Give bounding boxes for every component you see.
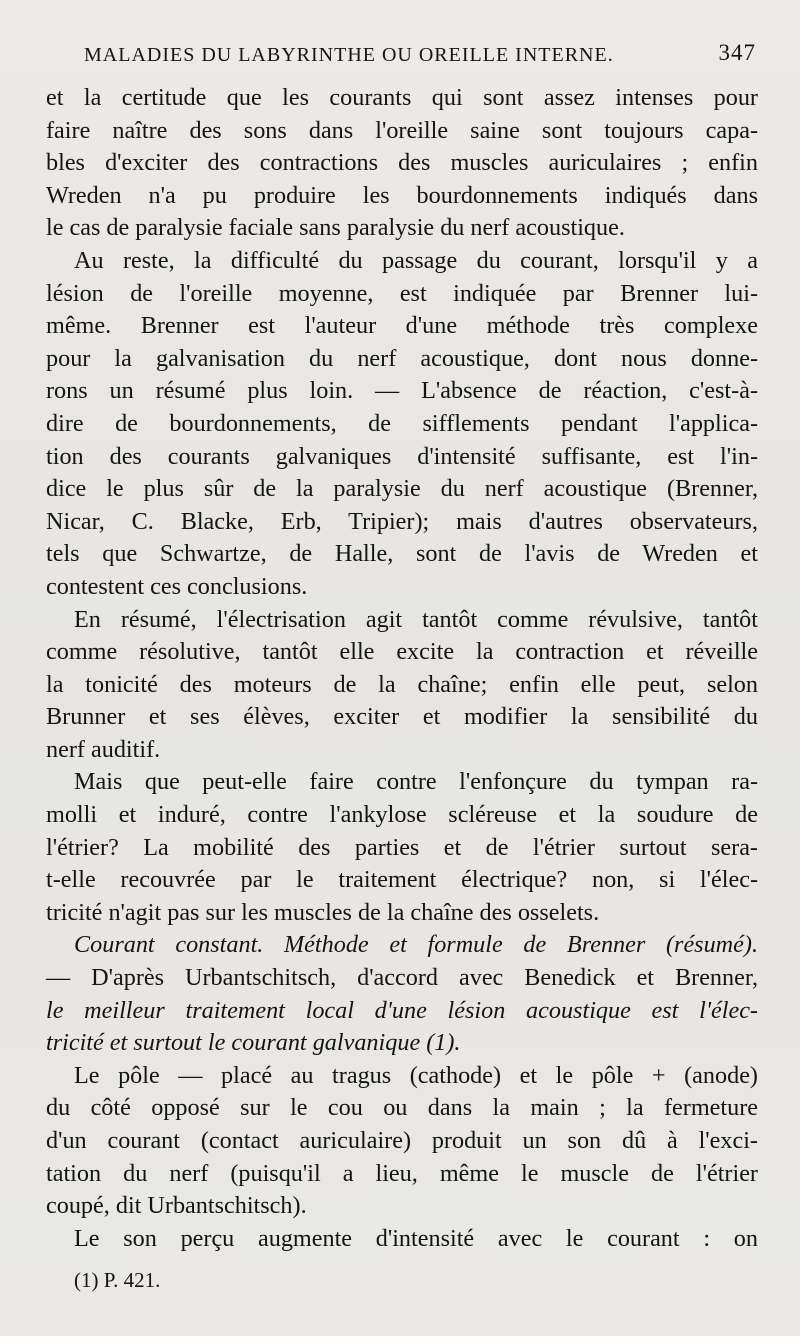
text-line: rons un résumé plus loin. — L'absence de réaction, c'est-à- [46,377,758,405]
text-line: — D'après Urbantschitsch, d'accord avec Benedick et Brenner, [46,964,758,992]
text-line: En résumé, l'électrisation agit tantôt comme révulsive, tantôt [74,605,758,633]
text-line: la tonicité des moteurs de la chaîne; enfin elle peut, selon [46,670,758,698]
text-line: l'étrier? La mobilité des parties et de l'étrier surtout sera- [46,833,758,861]
text-line: tion des courants galvaniques d'intensité suffisante, est l'in- [46,442,758,470]
text-line: lésion de l'oreille moyenne, est indiquée par Brenner lui- [46,279,758,307]
text-line: coupé, dit Urbantschitsch). [46,1192,307,1220]
text-line: tation du nerf (puisqu'il a lieu, même le muscle de l'étrier [46,1159,758,1187]
footnote: (1) P. 421. [74,1268,161,1292]
text-line: comme résolutive, tantôt elle excite la contraction et réveille [46,638,758,666]
text-line: tricité et surtout le courant galvanique (1). [46,1029,461,1057]
text-line: pour la galvanisation du nerf acoustique, dont nous donne- [46,344,758,372]
text-line: le meilleur traitement local d'une lésion acoustique est l'élec- [46,996,758,1024]
text-line: dire de bourdonnements, de sifflements pendant l'applica- [46,409,758,437]
running-title: MALADIES DU LABYRINTHE OU OREILLE INTERNE. [84,44,614,66]
text-line: molli et induré, contre l'ankylose scléreuse et la soudure de [46,801,758,829]
text-line: Courant constant. Méthode et formule de Brenner (résumé). [74,931,758,959]
text-line: Mais que peut-elle faire contre l'enfonçure du tympan ra- [74,768,758,796]
text-line: dice le plus sûr de la paralysie du nerf acoustique (Brenner, [46,475,758,503]
running-header [84,38,756,74]
text-line: Brunner et ses élèves, exciter et modifier la sensibilité du [46,703,758,731]
page-number: 347 [718,40,756,65]
text-line: le cas de paralysie faciale sans paralysie du nerf acoustique. [46,214,625,242]
text-line: tricité n'agit pas sur les muscles de la chaîne des osselets. [46,898,600,926]
text-line: Wreden n'a pu produire les bourdonnements indiqués dans [46,181,758,209]
text-line: Le son perçu augmente d'intensité avec le courant : on [74,1224,758,1252]
text-line: d'un courant (contact auriculaire) produit un son dû à l'exci- [46,1127,758,1154]
text-line: Nicar, C. Blacke, Erb, Tripier); mais d'autres observateurs, [46,507,758,535]
text-line: même. Brenner est l'auteur d'une méthode très complexe [46,312,758,340]
text-line: tels que Schwartze, de Halle, sont de l'avis de Wreden et [46,540,758,568]
text-line: Au reste, la difficulté du passage du courant, lorsqu'il y a [74,246,758,274]
text-line: faire naître des sons dans l'oreille saine sont toujours capa- [46,116,758,144]
text-line: t-elle recouvrée par le traitement électrique? non, si l'élec- [46,866,758,894]
text-line: nerf auditif. [46,735,161,763]
text-line: contestent ces conclusions. [46,572,308,600]
text-line: et la certitude que les courants qui sont assez intenses pour [46,84,758,111]
text-line: Le pôle — placé au tragus (cathode) et le pôle + (anode) [74,1061,758,1089]
text-line: bles d'exciter des contractions des muscles auriculaires ; enfin [46,149,758,177]
body-text [46,82,758,1255]
text-line: du côté opposé sur le cou ou dans la main ; la fermeture [46,1094,758,1122]
